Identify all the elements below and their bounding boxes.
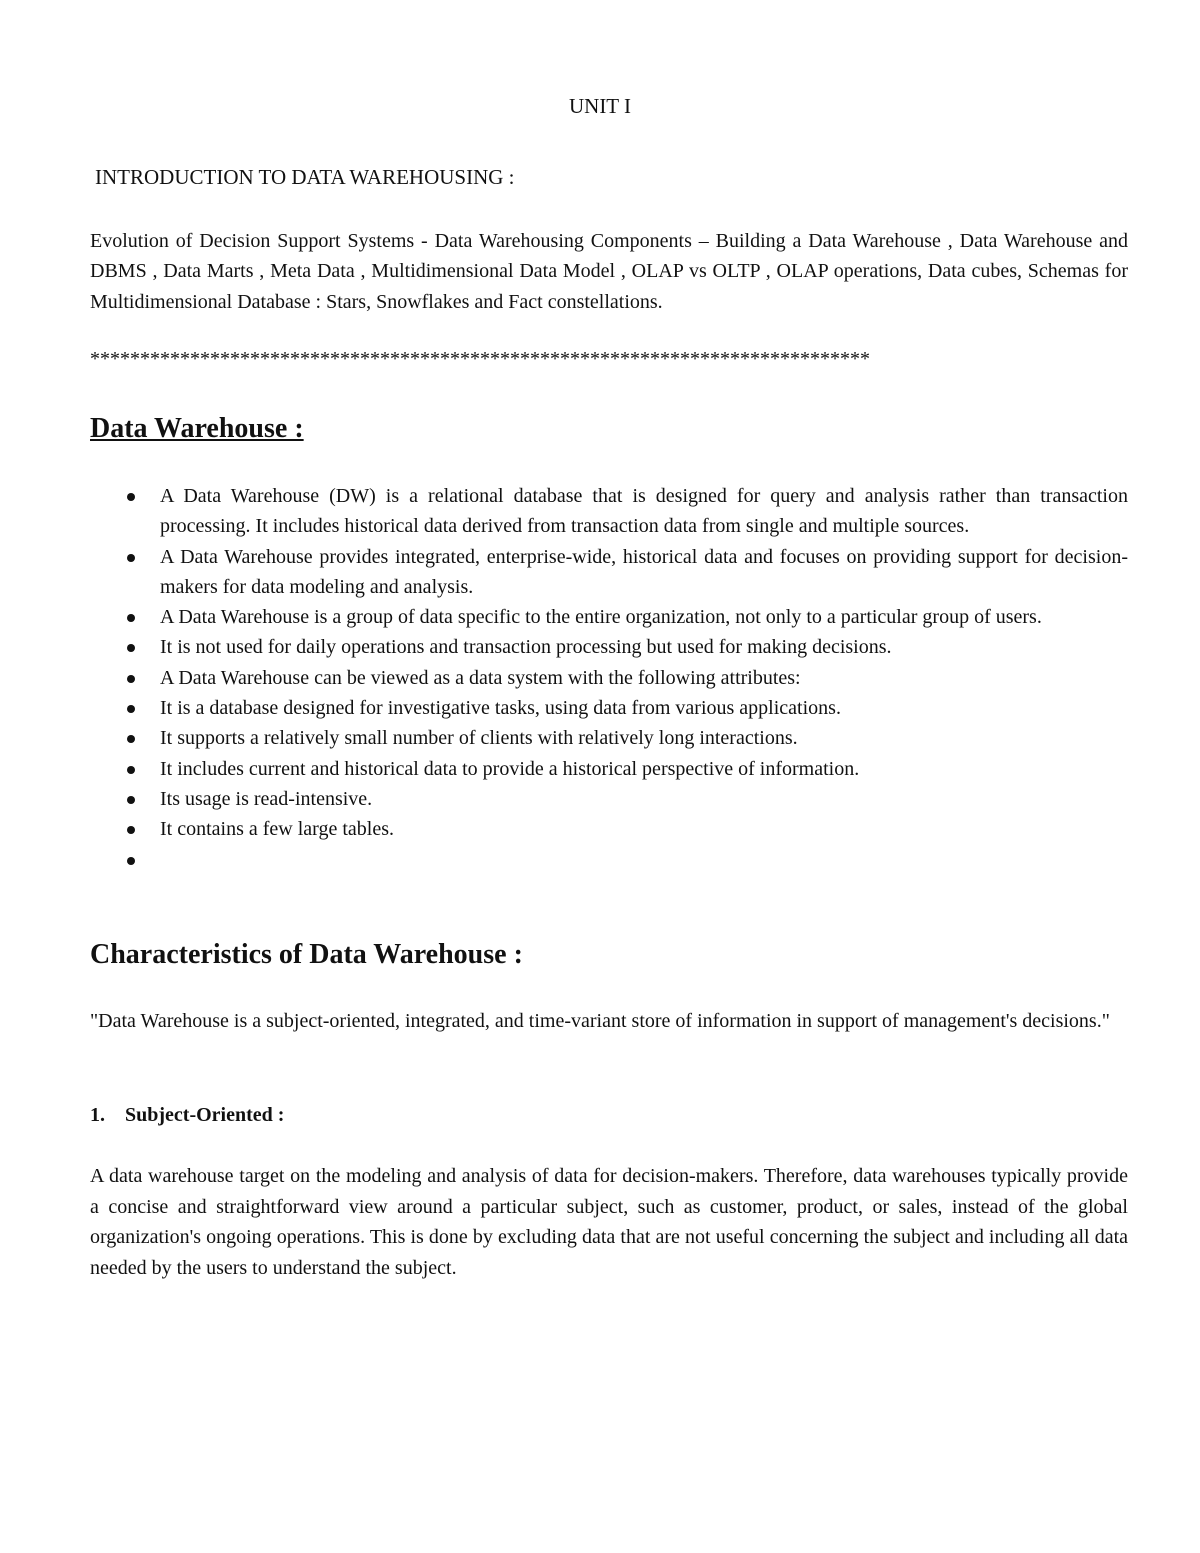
list-item xyxy=(90,481,1128,542)
bullet-icon xyxy=(127,644,135,652)
list-item-text: A Data Warehouse provides integrated, enterprise-wide, historical data and focuses on providing support for decision-makers for data modeling and analysis. xyxy=(160,545,1128,598)
list-item xyxy=(90,602,1128,632)
section-heading-data-warehouse: Data Warehouse : xyxy=(90,413,304,444)
list-item xyxy=(90,693,1128,723)
list-item-text: It includes current and historical data to provide a historical perspective of information. xyxy=(160,757,860,780)
bullet-icon xyxy=(127,705,135,713)
bullet-icon xyxy=(127,796,135,804)
list-item xyxy=(90,723,1128,753)
bullet-icon xyxy=(127,766,135,774)
unit-title: UNIT I xyxy=(568,94,631,118)
bullet-icon xyxy=(127,857,135,865)
bullet-icon xyxy=(127,493,135,501)
subsection-number: 1. xyxy=(90,1104,105,1126)
list-item xyxy=(90,542,1128,603)
list-item xyxy=(90,632,1128,662)
list-item-text: It supports a relatively small number of clients with relatively long interactions. xyxy=(160,727,798,750)
subject-oriented-paragraph: A data warehouse target on the modeling and analysis of data for decision-makers. Therefore, data warehouses typically provide a concise and straightforward view around a particular subject, such as customer, product, or sales, instead of the global organization's ongoing operations. This is done by excluding data that are not useful concerning the subject and including all data needed by the users to understand the subject. xyxy=(90,1165,1128,1279)
list-item xyxy=(90,663,1128,693)
list-item xyxy=(90,754,1128,784)
intro-heading: INTRODUCTION TO DATA WAREHOUSING : xyxy=(95,165,515,189)
list-item-text: A Data Warehouse is a group of data specific to the entire organization, not only to a particular group of users. xyxy=(160,606,1042,629)
list-item xyxy=(90,784,1128,814)
subsection-title: Subject-Oriented : xyxy=(125,1104,285,1126)
list-item-text: Its usage is read-intensive. xyxy=(160,787,373,810)
separator-line: ****************************************************************************** xyxy=(90,348,870,370)
list-item xyxy=(90,814,1128,844)
list-item-text: A Data Warehouse can be viewed as a data system with the following attributes: xyxy=(160,666,801,689)
data-warehouse-bullet-list xyxy=(90,481,1128,875)
bullet-icon xyxy=(127,675,135,683)
list-item-text: It contains a few large tables. xyxy=(160,818,394,841)
bullet-icon xyxy=(127,614,135,622)
syllabus-paragraph: Evolution of Decision Support Systems - Data Warehousing Components – Building a Data Warehouse , Data Warehouse and DBMS , Data Marts , Meta Data , Multidimensional Data Model , OLAP vs OLTP , OLAP operations, Data cubes, Schemas for Multidimensional Database : Stars, Snowflakes and Fact constellations. xyxy=(90,230,1128,313)
subsection-heading-subject-oriented xyxy=(90,1100,284,1130)
list-item-text: It is not used for daily operations and transaction processing but used for making decisions. xyxy=(160,636,892,659)
bullet-icon xyxy=(127,826,135,834)
section-heading-characteristics: Characteristics of Data Warehouse : xyxy=(90,939,523,970)
definition-quote: "Data Warehouse is a subject-oriented, integrated, and time-variant store of information in support of management's decisions." xyxy=(90,1010,1110,1032)
empty-list-item xyxy=(90,845,1128,875)
list-item-text: It is a database designed for investigative tasks, using data from various applications. xyxy=(160,697,841,720)
bullet-icon xyxy=(127,735,135,743)
bullet-icon xyxy=(127,554,135,562)
list-item-text: A Data Warehouse (DW) is a relational database that is designed for query and analysis rather than transaction processing. It includes historical data derived from transaction data from single and multiple sources. xyxy=(160,485,1128,538)
